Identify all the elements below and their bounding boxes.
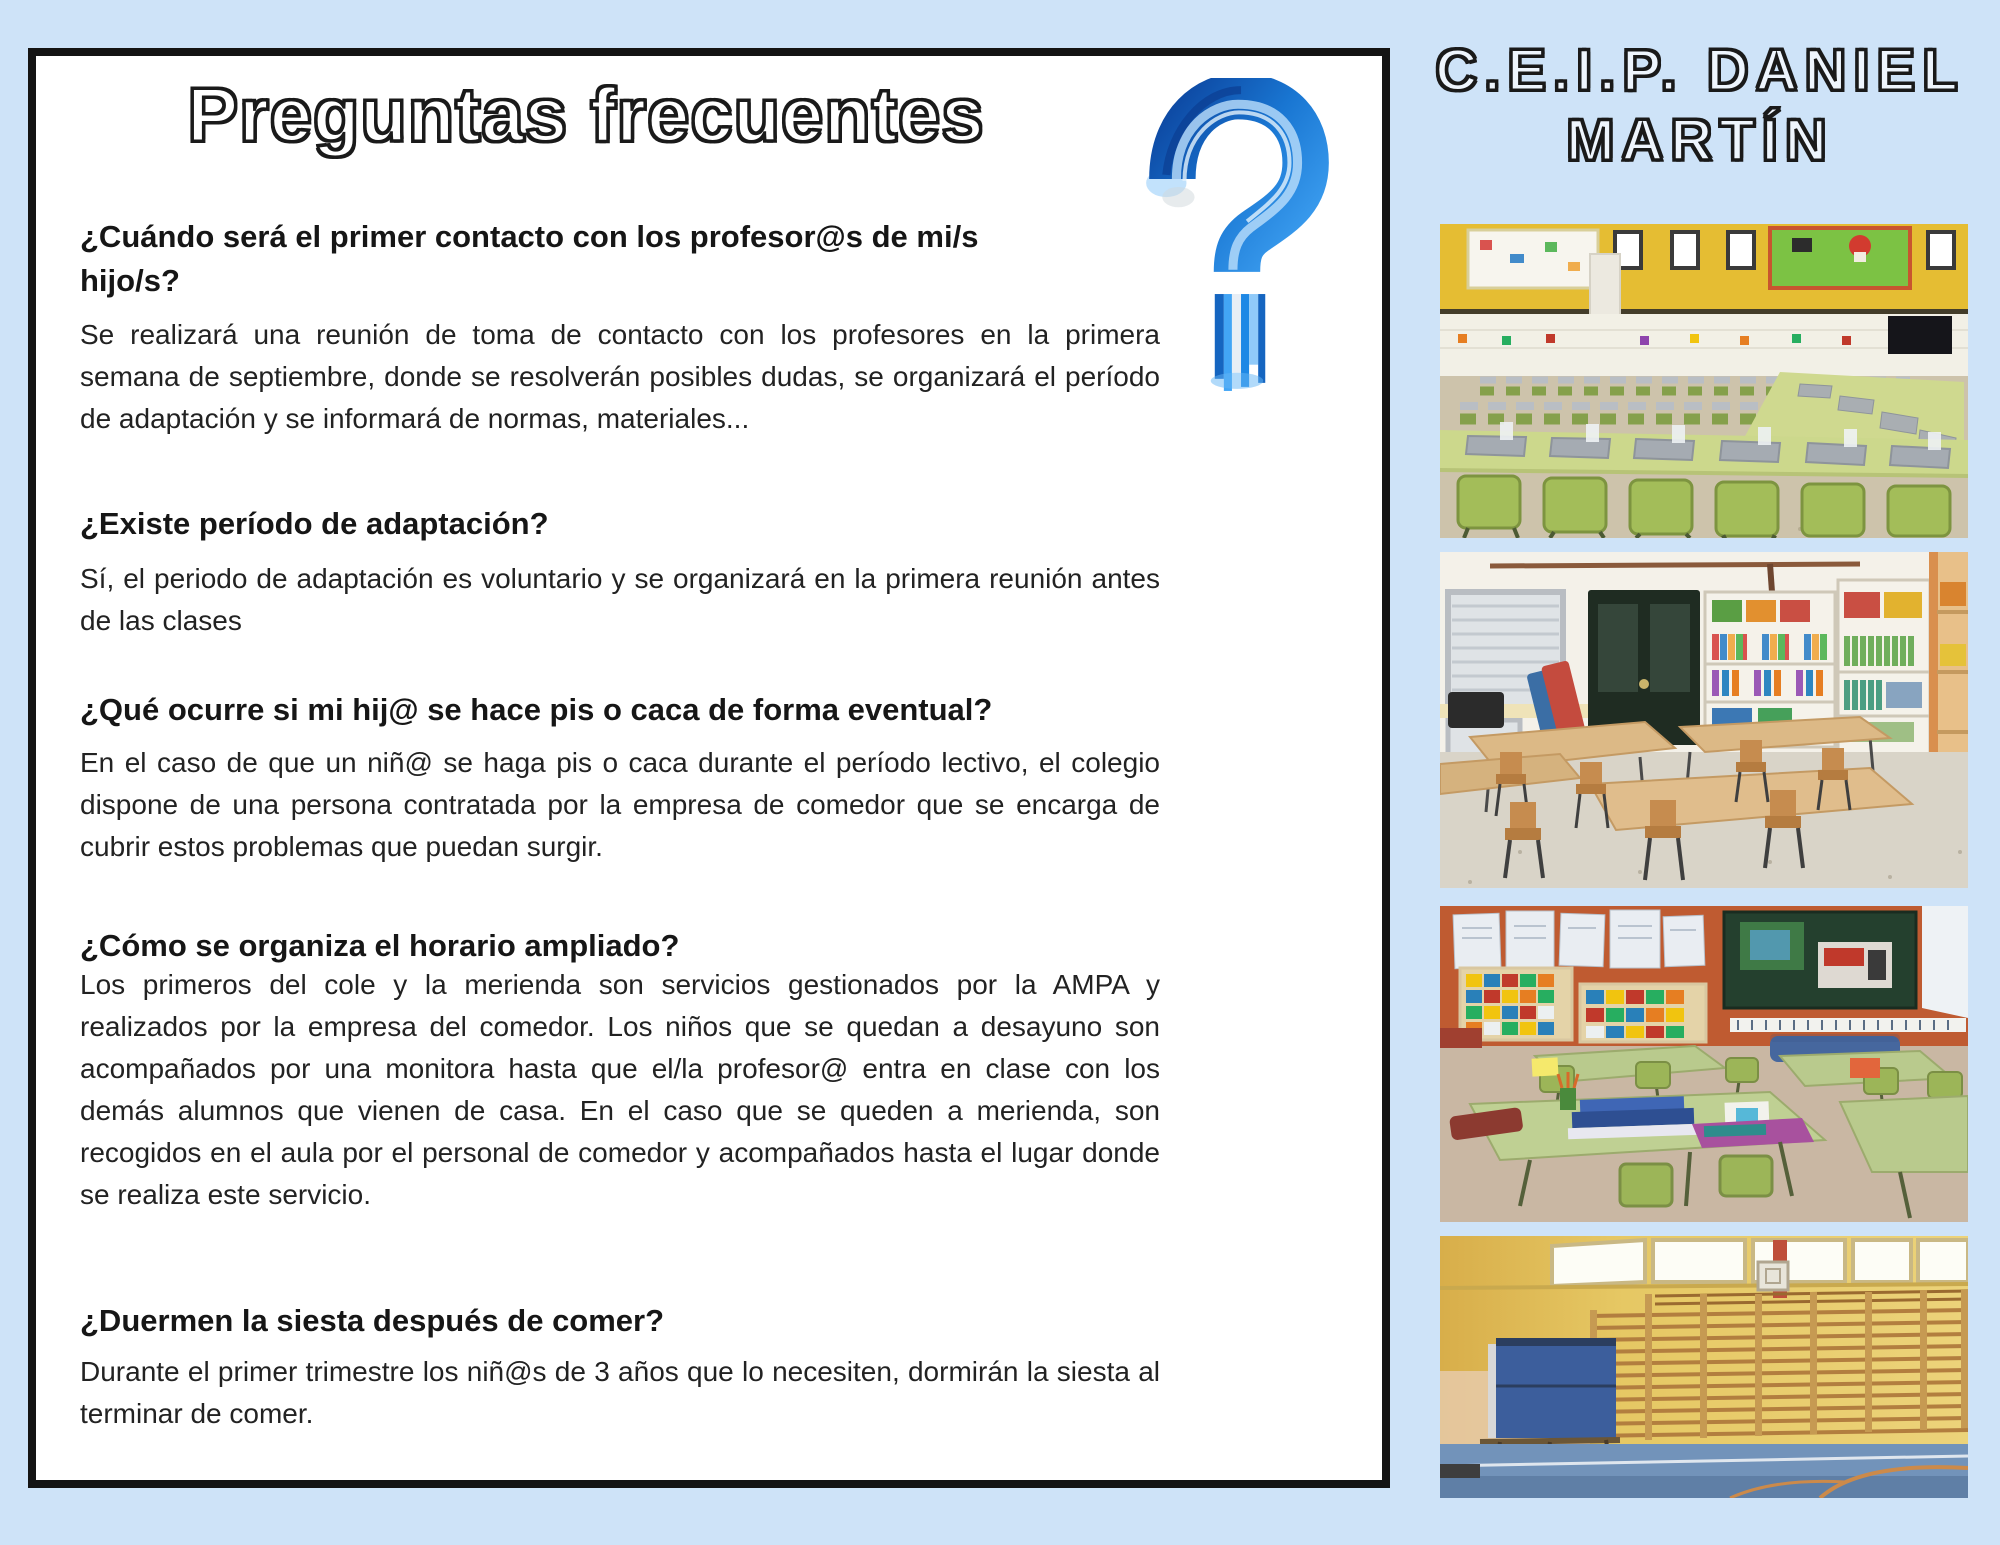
faq-answer-5: Durante el primer trimestre los niñ@s de 3 años que lo necesiten, dormirán la siesta al terminar de comer.	[80, 1356, 1160, 1429]
school-name-line2: MARTÍN	[1566, 108, 1834, 173]
faq-panel	[28, 48, 1390, 1488]
faq-question-4: ¿Cómo se organiza el horario ampliado?	[80, 928, 680, 963]
photo-dining-hall	[1440, 224, 1968, 538]
photo-infant-classroom	[1440, 906, 1968, 1222]
photo-gym	[1440, 1236, 1968, 1498]
faq-answer-2: Sí, el periodo de adaptación es voluntario y se organizará en la primera reunión antes de las clases	[80, 563, 1160, 636]
faq-question-1: ¿Cuándo será el primer contacto con los profesor@s de mi/s hijo/s?	[80, 219, 979, 298]
page-title: Preguntas frecuentes	[187, 73, 985, 158]
faq-question-2: ¿Existe período de adaptación?	[80, 506, 549, 541]
question-mark-paint-icon	[1132, 78, 1344, 401]
question-mark-paint-graphic	[1132, 78, 1344, 400]
dining-hall-image	[1440, 224, 1968, 538]
faq-answer-1: Se realizará una reunión de toma de contacto con los profesores en la primera semana de septiembre, donde se resolverán posibles dudas, se organizará el período de adaptación y se informará de normas, materiales...	[80, 319, 1160, 434]
library-classroom-image	[1440, 552, 1968, 888]
faq-question-5: ¿Duermen la siesta después de comer?	[80, 1303, 665, 1338]
infant-classroom-image	[1440, 906, 1968, 1222]
faq-question-3: ¿Qué ocurre si mi hij@ se hace pis o caca de forma eventual?	[80, 692, 993, 727]
school-name-line1: C.E.I.P. DANIEL	[1435, 38, 1965, 103]
faq-answer-4: Los primeros del cole y la merienda son servicios gestionados por la AMPA y realizados por la empresa del comedor. Los niños que se quedan a desayuno son acompañados por una monitora hasta que el/la profesor@ entra en clase con los demás alumnos que vienen de casa. En el caso que se queden a merienda, son recogidos en el aula por el personal de comedor y acompañados hasta el lugar donde se realiza este servicio.	[80, 969, 1160, 1210]
faq-answer-3: En el caso de que un niñ@ se haga pis o caca durante el período lectivo, el colegio dispone de una persona contratada por la empresa de comedor que se encarga de cubrir estos problemas que puedan surgir.	[80, 747, 1160, 862]
school-name	[1402, 36, 1998, 176]
photo-library-classroom	[1440, 552, 1968, 888]
gym-image	[1440, 1236, 1968, 1498]
